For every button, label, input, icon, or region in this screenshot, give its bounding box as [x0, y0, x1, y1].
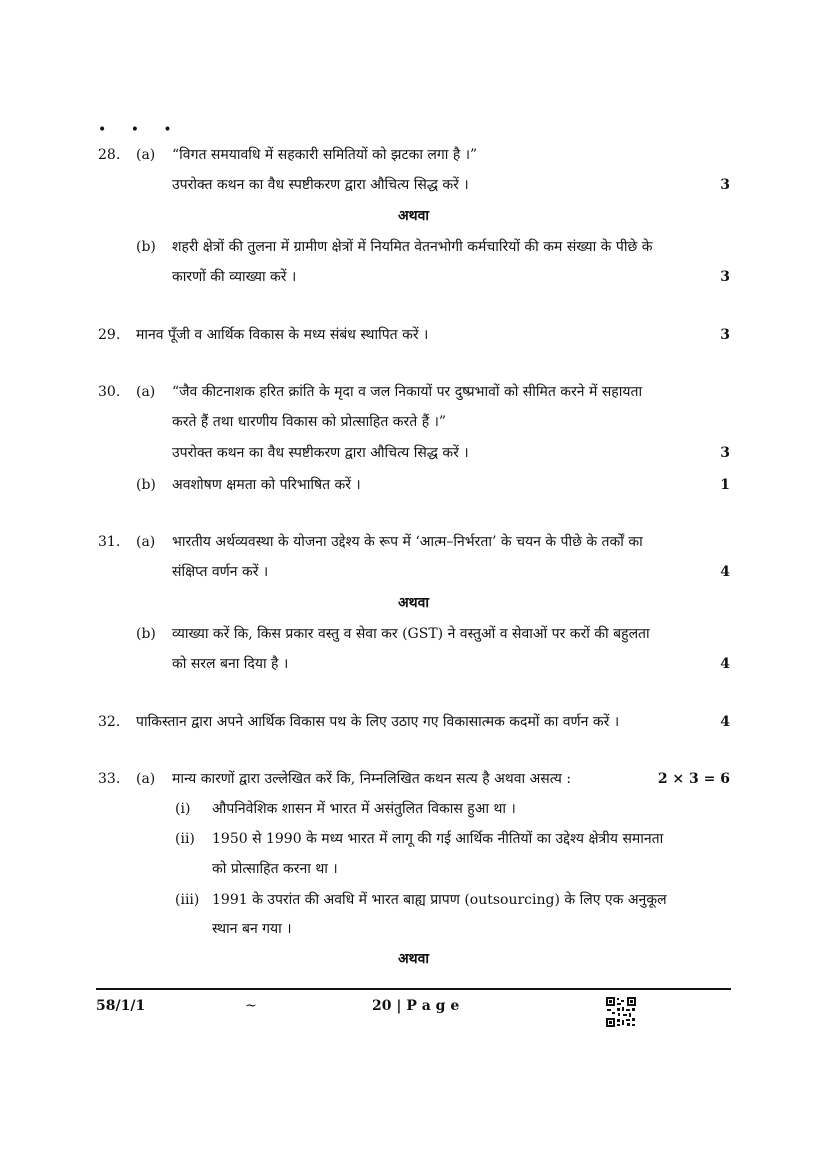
marks: 3 [720, 177, 730, 193]
question-number: 31. [98, 534, 121, 550]
sub-text: 1950 से 1990 के मध्य भारत में लागू की गई आर्थिक नीतियों का उद्देश्य क्षेत्रीय समानता [212, 831, 664, 847]
sub-text: औपनिवेशिक शासन में भारत में असंतुलित विकास हुआ था । [212, 801, 516, 817]
question-text: उपरोक्त कथन का वैध स्पष्टीकरण द्वारा औचित्य सिद्ध करें । [172, 445, 469, 461]
question-text: “विगत समयावधि में सहकारी समितियों को झटका लगा है ।” [172, 147, 478, 163]
marks: 4 [720, 714, 730, 730]
question-text: उपरोक्त कथन का वैध स्पष्टीकरण द्वारा औचित्य सिद्ध करें । [172, 177, 469, 193]
question-text: को सरल बना दिया है । [172, 656, 289, 672]
qr-code-icon [605, 996, 637, 1028]
paper-code: 58/1/1 [96, 998, 146, 1014]
marks: 3 [720, 269, 730, 285]
footer-divider [96, 988, 731, 990]
marks: 4 [720, 656, 730, 672]
part-label: (b) [136, 239, 156, 255]
sub-text: स्थान बन गया । [212, 921, 292, 937]
question-text: “जैव कीटनाशक हरित क्रांति के मृदा व जल निकायों पर दुष्प्रभावों को सीमित करने में सहायता [172, 384, 643, 400]
question-number: 28. [98, 147, 121, 163]
part-label: (a) [136, 771, 156, 787]
question-text: व्याख्या करें कि, किस प्रकार वस्तु व सेवा कर (GST) ने वस्तुओं व सेवाओं पर करों की बहुलता [172, 626, 650, 642]
sub-label: (iii) [175, 892, 200, 908]
question-text: कारणों की व्याख्या करें । [172, 269, 297, 285]
or-separator: अथवा [397, 208, 430, 224]
part-label: (b) [136, 477, 156, 493]
question-number: 30. [98, 384, 121, 400]
continuation-dots: • • • [98, 122, 182, 138]
question-text: भारतीय अर्थव्यवस्था के योजना उद्देश्य के रूप में ‘आत्म–निर्भरता’ के चयन के पीछे के तर्कों का [172, 534, 643, 550]
part-label: (a) [136, 384, 156, 400]
question-text: संक्षिप्त वर्णन करें । [172, 564, 269, 580]
sub-text: को प्रोत्साहित करना था । [212, 861, 338, 877]
question-text: अवशोषण क्षमता को परिभाषित करें । [172, 477, 361, 493]
marks: 3 [720, 445, 730, 461]
question-text: करते हैं तथा धारणीय विकास को प्रोत्साहित करते हैं ।” [172, 414, 447, 430]
part-label: (b) [136, 626, 156, 642]
page-number: 20 | P a g e [372, 998, 460, 1014]
or-separator: अथवा [397, 595, 430, 611]
sub-label: (ii) [175, 831, 195, 847]
question-text: मानव पूँजी व आर्थिक विकास के मध्य संबंध स्थापित करें । [136, 327, 429, 343]
footer-tilde: ~ [245, 998, 257, 1014]
question-text: मान्य कारणों द्वारा उल्लेखित करें कि, निम्नलिखित कथन सत्य है अथवा असत्य : [172, 771, 572, 787]
part-label: (a) [136, 534, 156, 550]
question-number: 29. [98, 327, 121, 343]
marks: 1 [720, 477, 730, 493]
part-label: (a) [136, 147, 156, 163]
or-separator: अथवा [397, 951, 430, 967]
sub-text: 1991 के उपरांत की अवधि में भारत बाह्य प्रापण (outsourcing) के लिए एक अनुकूल [212, 892, 667, 908]
question-number: 33. [98, 771, 121, 787]
marks: 2 × 3 = 6 [657, 771, 730, 787]
sub-label: (i) [175, 801, 191, 817]
marks: 4 [720, 564, 730, 580]
question-text: शहरी क्षेत्रों की तुलना में ग्रामीण क्षेत्रों में नियमित वेतनभोगी कर्मचारियों की कम संख्या के पीछे के [172, 239, 653, 255]
marks: 3 [720, 327, 730, 343]
question-text: पाकिस्तान द्वारा अपने आर्थिक विकास पथ के लिए उठाए गए विकासात्मक कदमों का वर्णन करें । [136, 714, 620, 730]
question-number: 32. [98, 714, 121, 730]
